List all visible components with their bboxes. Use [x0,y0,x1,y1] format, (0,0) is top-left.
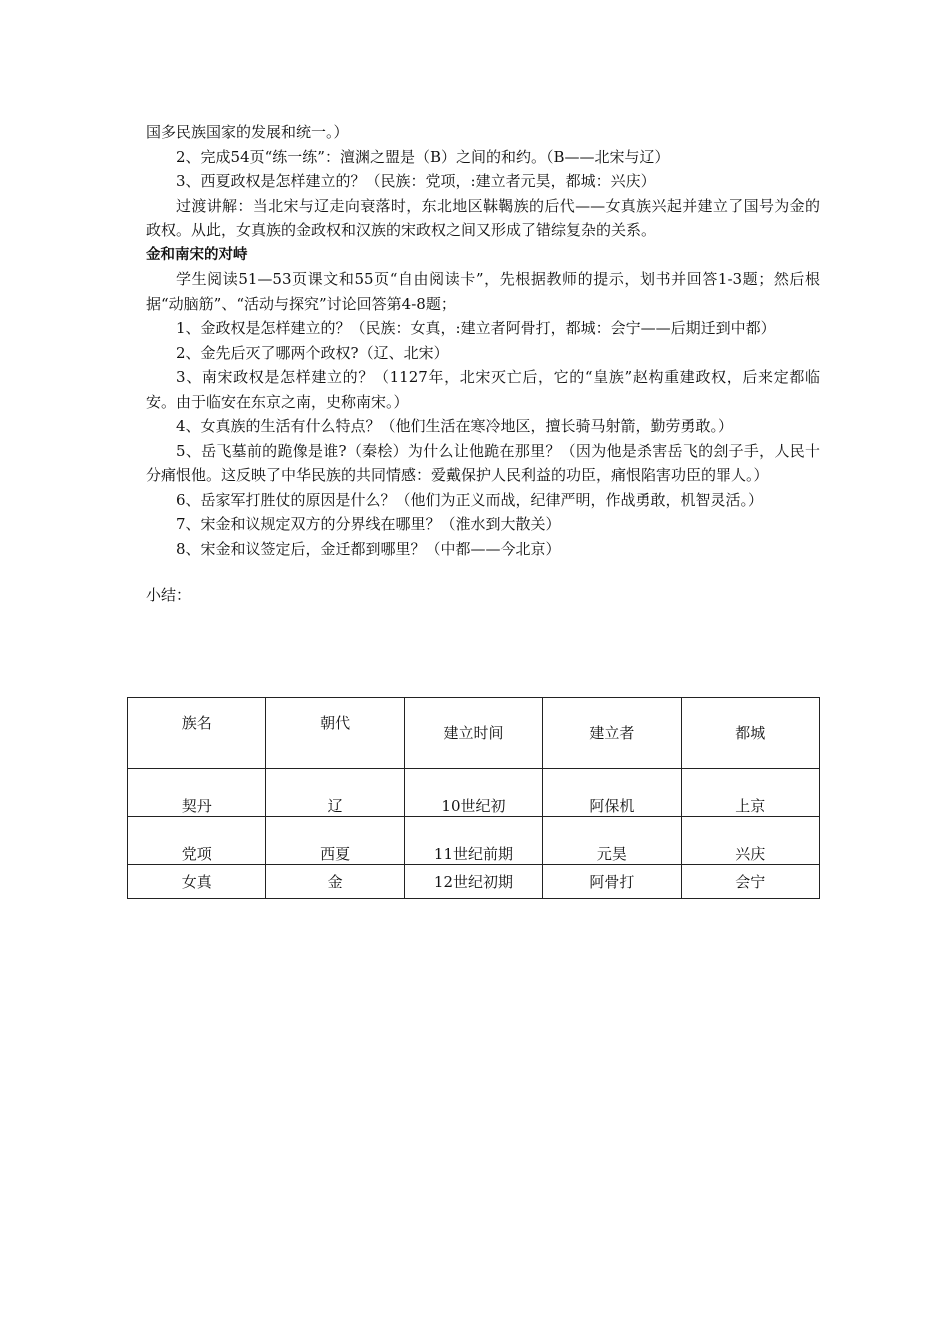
table-cell: 12世纪初期 [404,865,542,899]
paragraph-question-2: 2、完成54页“练一练”：澶渊之盟是（B）之间的和约。（B——北宋与辽） [176,147,670,166]
paragraph-item-3: 3、南宋政权是怎样建立的？（1127年，北宋灭亡后，它的“皇族”赵构重建政权，后来定都临安。由于临安在东京之南，史称南宋。） [146,368,820,411]
table-cell: 上京 [681,769,819,817]
table-cell: 党项 [128,817,266,865]
table-cell: 辽 [266,769,404,817]
summary-label: 小结： [146,586,192,604]
table-cell: 契丹 [128,769,266,817]
paragraph-item-8: 8、宋金和议签定后，金迁都到哪里？（中都——今北京） [176,539,561,558]
paragraph-item-2: 2、金先后灭了哪两个政权?（辽、北宋） [176,343,449,362]
table-cell: 金 [266,865,404,899]
table-cell: 11世纪前期 [404,817,542,865]
table-row [128,865,820,899]
table-cell: 阿保机 [543,769,681,817]
paragraph-transition: 过渡讲解：当北宋与辽走向衰落时，东北地区靺鞨族的后代——女真族兴起并建立了国号为金的政权。从此，女真族的金政权和汉族的宋政权之间又形成了错综复杂的关系。 [146,196,820,239]
table-header-cell: 建立时间 [404,698,542,769]
table-cell: 元昊 [543,817,681,865]
table-header-cell: 族名 [128,698,266,769]
table-cell: 会宁 [681,865,819,899]
table-cell: 西夏 [266,817,404,865]
table-cell: 10世纪初 [404,769,542,817]
table-row [128,769,820,817]
table-header-cell: 建立者 [543,698,681,769]
paragraph-item-6: 6、岳家军打胜仗的原因是什么？（他们为正义而战，纪律严明，作战勇敢，机智灵活。） [176,490,764,509]
paragraph-question-3: 3、西夏政权是怎样建立的？（民族：党项，:建立者元昊，都城：兴庆） [176,172,656,190]
paragraph-item-5: 5、岳飞墓前的跪像是谁?（秦桧）为什么让他跪在那里？（因为他是杀害岳飞的刽子手，人民十分痛恨他。这反映了中华民族的共同情感：爱戴保护人民利益的功臣，痛恨陷害功臣的罪人。） [146,441,820,484]
document-body [146,120,820,607]
paragraph-instructions: 学生阅读51—53页课文和55页“自由阅读卡”，先根据教师的提示，划书并回答1-3题；然后根据“动脑筋”、“活动与探究”讨论回答第4-8题； [146,270,820,313]
table-cell: 女真 [128,865,266,899]
paragraph-item-7: 7、宋金和议规定双方的分界线在哪里？（淮水到大散关） [176,515,561,533]
table-header-row [128,698,820,769]
table-header-cell: 朝代 [266,698,404,769]
table-header-cell: 都城 [681,698,819,769]
paragraph-continuation: 国多民族国家的发展和统一。） [146,123,349,141]
paragraph-item-1: 1、金政权是怎样建立的？（民族：女真，:建立者阿骨打，都城：会宁——后期迁到中都） [176,319,776,337]
table-row [128,817,820,865]
paragraph-item-4: 4、女真族的生活有什么特点？（他们生活在寒冷地区，擅长骑马射箭，勤劳勇敢。） [176,417,734,435]
table-cell: 兴庆 [681,817,819,865]
table-cell: 阿骨打 [543,865,681,899]
summary-table [127,697,820,899]
section-heading: 金和南宋的对峙 [146,246,248,263]
